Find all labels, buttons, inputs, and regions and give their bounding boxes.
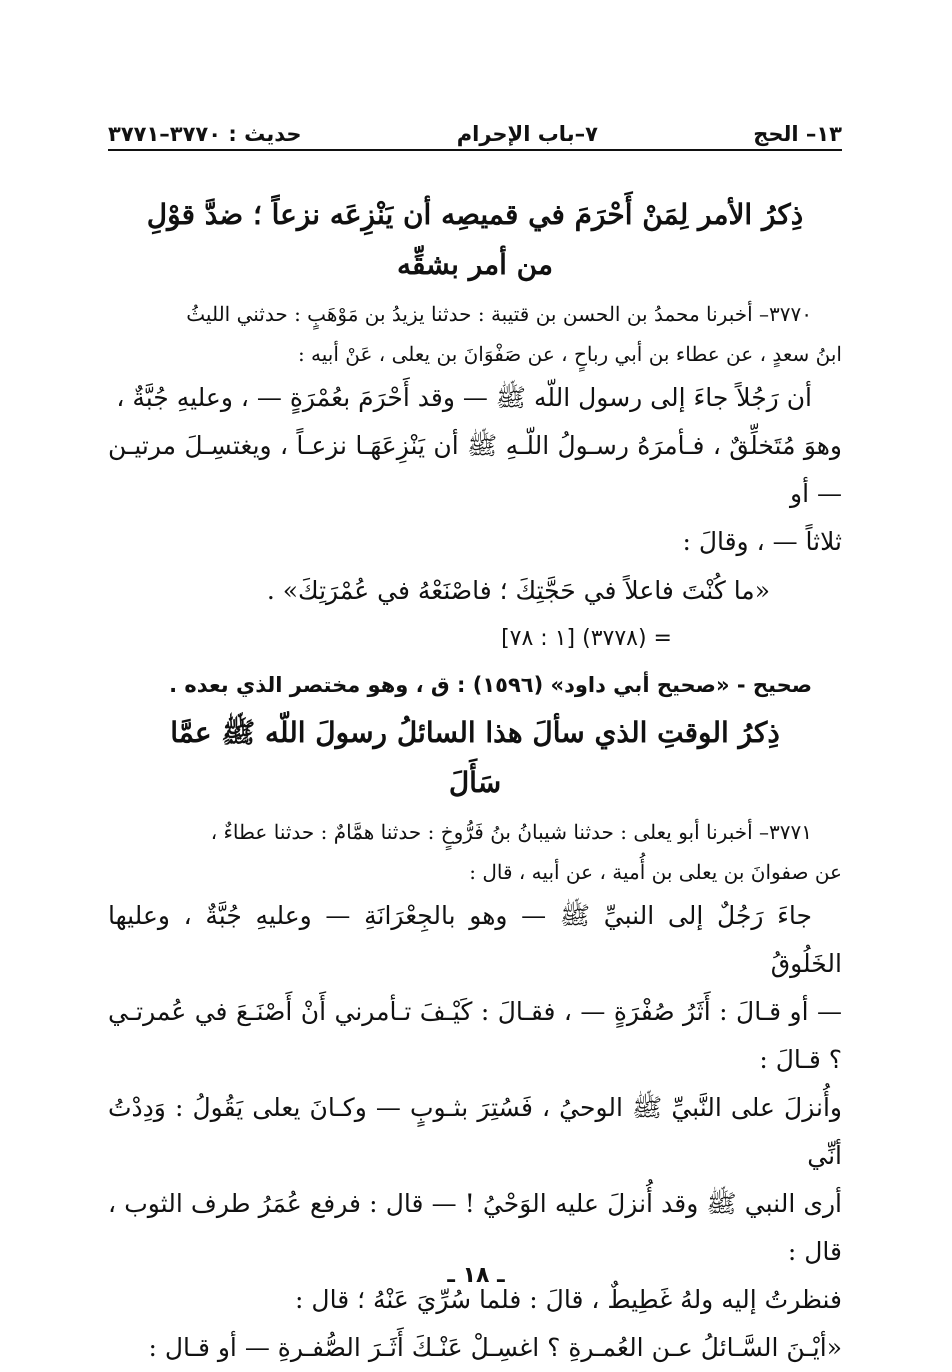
heading-line: من أمر بشقِّه [397, 248, 553, 281]
hadith-text-line: أن رَجُلاً جاءَ إلى رسول اللّه ﷺ — وقد أَحْرَمَ بعُمْرَةٍ — ، وعليهِ جُبَّةٌ ، [116, 383, 812, 412]
isnad-line: عن صفوانَ بن يعلى بن أُمية ، عن أبيه ، قال : [469, 860, 842, 884]
hadith-text-line: ثلاثاً — ، وقالَ : [682, 527, 842, 556]
isnad-line: ٣٧٧٠– أخبرنا محمدُ بن الحسن بن قتيبة : حدثنا يزيدُ بن مَوْهَبٍ : حدثني الليثُ [186, 302, 812, 326]
section-title: ٧–باب الإحرام [456, 122, 598, 146]
page-content [108, 182, 842, 1372]
hadith-text-line: فنظرتُ إليه ولهُ غَطِيطٌ ، قالَ : فلما سُرِّيَ عَنْهُ ؛ قال : [295, 1285, 842, 1314]
hadith-text-line: وأُنزلَ على النَّبيِّ ﷺ الوحيُ ، فَسُتِرَ بثـوبٍ — وكـانَ يعلى يَقُولُ : وَدِدْتُ أنِّي [108, 1093, 842, 1170]
chapter-title: ١٣– الحج [753, 122, 842, 146]
running-header [108, 112, 842, 146]
isnad-line: ٣٧٧١– أخبرنا أبو يعلى : حدثنا شيبانُ بنُ فَرُّوخٍ : حدثنا همَّامٌ : حدثنا عطاءٌ ، [210, 820, 812, 844]
section-heading-2 [108, 708, 842, 808]
heading-line: سَأَلَ [448, 766, 502, 799]
page-number: ـ ١٨ ـ [447, 1263, 505, 1288]
hadith-text-line: «أيْـنَ السَّـائلُ عـن العُمـرةِ ؟ اغسِـلْ عَنْـكَ أَثَـرَ الصُّفـرةِ — أو قـال : [148, 1333, 842, 1362]
hadith-grade: صحيح - «صحيح أبي داود» (١٥٩٦) : ق ، وهو مختصر الذي بعده . [169, 673, 812, 697]
isnad-line: ابنُ سعدٍ ، عن عطاء بن أبي رباحٍ ، عن صَفْوَانَ بن يعلى ، عَنْ أبيه : [297, 342, 842, 366]
heading-line: ذِكرُ الوقتِ الذي سألَ هذا السائلُ رسولَ اللّه ﷺ عمَّا [170, 716, 780, 749]
cross-reference: = (٣٧٧٨) [١ : ٧٨] [501, 626, 672, 651]
section-heading-1 [108, 190, 842, 290]
hadith-text-line: جاءَ رَجُلٌ إلى النبيِّ ﷺ — وهو بالجِعْرَانَةِ — وعليهِ جُبَّةٌ ، وعليها الخَلُوقُ [108, 901, 842, 978]
hadith-text-line: أرى النبي ﷺ وقد أُنزلَ عليه الوَحْيُ ! — قال : فرفع عُمَرُ طرف الثوب ، قال : [108, 1189, 842, 1266]
heading-line: ذِكرُ الأمر لِمَنْ أَحْرَمَ في قميصِه أن يَنْزِعَه نزعاً ؛ ضدَّ قوْلِ [146, 198, 804, 231]
prophetic-quote: «ما كُنْتَ فاعلاً في حَجَّتِكَ ؛ فاصْنَعْهُ في عُمْرَتِكَ» . [266, 576, 770, 605]
hadith-text-line: وهوَ مُتَخلِّقٌ ، فـأمرَهُ رسـولُ اللّـهِ ﷺ أن يَنْزِعَهَـا نزعـاً ، ويغتسِـلَ مرتيـن — أو [108, 431, 842, 508]
header-rule [108, 149, 842, 151]
hadith-text-line: — أو قـالَ : أَثَرُ صُفْرَةٍ — ، فقـالَ : كَيْـفَ تـأمرني أَنْ أَصْنَـعَ في عُمرتـي ؟ قـالَ : [108, 997, 842, 1074]
hadith-range: حديث : ٣٧٧٠–٣٧٧١ [108, 122, 302, 146]
